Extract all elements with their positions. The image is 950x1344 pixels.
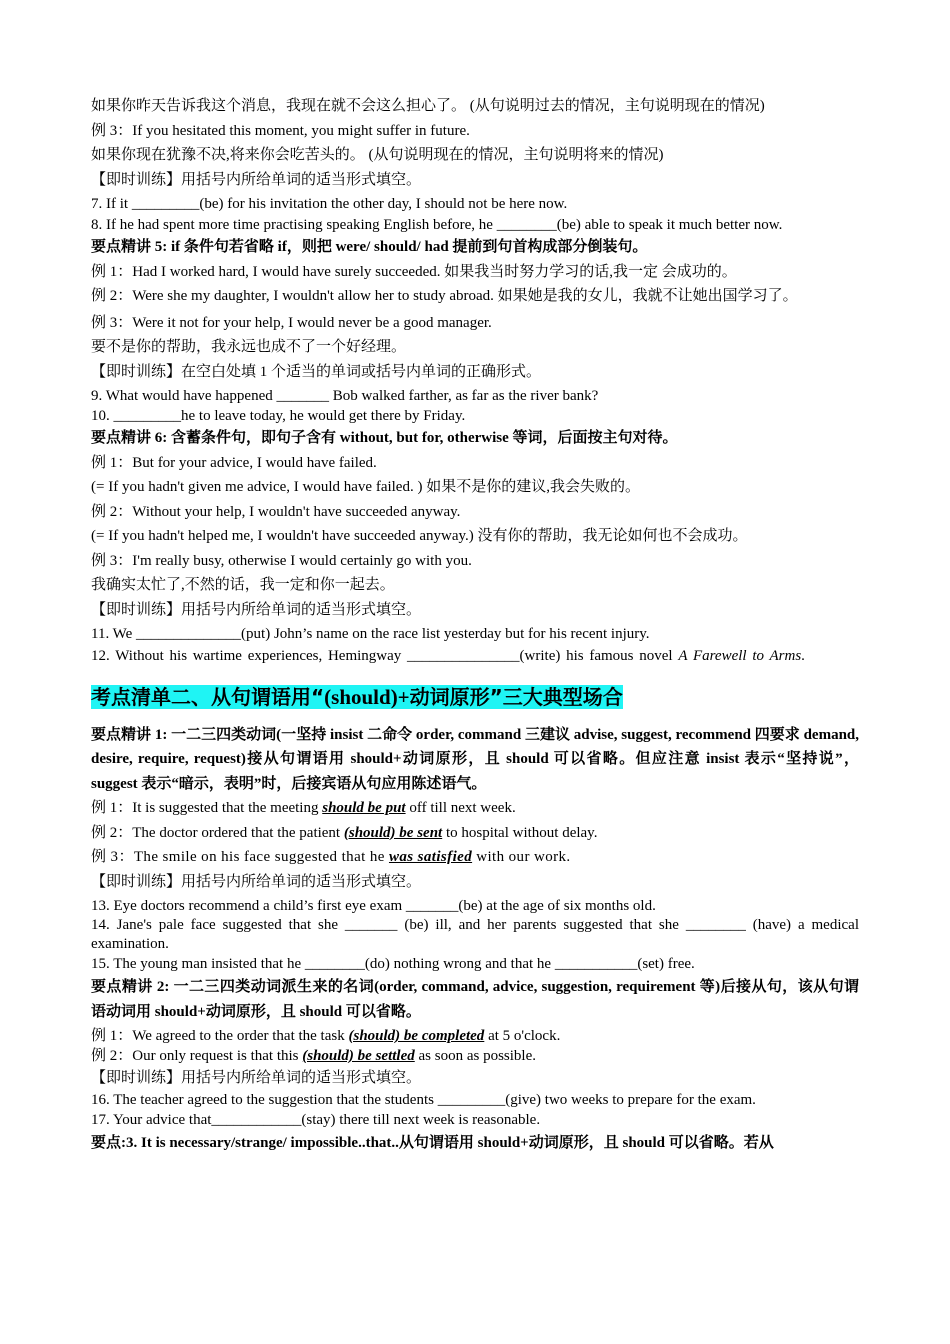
example-text: The smile on his face suggested that he — [133, 849, 389, 865]
example-prefix: 例 3： — [91, 849, 134, 865]
translation-line: 如果你现在犹豫不决,将来你会吃苦头的。 (从句说明现在的情况，主句说明将来的情况) — [91, 147, 664, 163]
translation-line: 我确实太忙了,不然的话，我一定和你一起去。 — [91, 577, 395, 593]
example-line — [91, 847, 859, 867]
example-prefix: 例 2： — [91, 503, 133, 520]
answer-underlined: should be put — [322, 800, 406, 816]
example-line — [91, 313, 859, 333]
exercise-13: 13. Eye doctors recommend a child’s first eye exam _______(be) at the age of six months old. — [91, 898, 656, 914]
example-prefix: 例 1： — [91, 454, 133, 471]
example-text: I'm really busy, otherwise I would certainly go with you. — [132, 552, 472, 569]
example-prefix: 例 3： — [91, 122, 133, 139]
example-prefix: 例 3： — [91, 552, 133, 569]
translation-line: (= If you hadn't given me advice, I would have failed. ) 如果不是你的建议,我会失败的。 — [91, 479, 640, 495]
example-line — [91, 502, 859, 522]
example-line — [91, 121, 859, 141]
answer-underlined: (should) be settled — [302, 1048, 415, 1064]
example-text: at 5 o'clock. — [484, 1028, 561, 1044]
exercise-12-end: . — [801, 648, 805, 664]
example-line — [91, 1046, 859, 1066]
example-text: as soon as possible. — [414, 1048, 536, 1064]
example-line — [91, 284, 859, 309]
section-heading-part: 动词原形”三大典型场合 — [409, 684, 623, 709]
example-line — [91, 798, 859, 818]
example-text: If you hesitated this moment, you might suffer in future. — [132, 122, 470, 139]
example-prefix: 例 3： — [91, 314, 133, 331]
exercise-9: 9. What would have happened _______ Bob walked farther, as far as the river bank? — [91, 388, 599, 404]
answer-underlined: (should) be completed — [348, 1028, 485, 1044]
example-text: Were she my daughter, I wouldn't allow her to study abroad. 如果她是我的女儿，我就不让她出国学习了。 — [132, 287, 798, 304]
translation-line: 要不是你的帮助，我永远也成不了一个好经理。 — [91, 339, 407, 355]
document-page — [91, 96, 859, 1153]
translation-line: 如果你昨天告诉我这个消息，我现在就不会这么担心了。 (从句说明过去的情况，主句说明现在的情况) — [91, 98, 765, 114]
example-line — [91, 453, 859, 473]
translation-line: (= If you hadn't helped me, I wouldn't have succeeded anyway.) 没有你的帮助，我无论如何也不会成功。 — [91, 528, 748, 544]
exercise-17: 17. Your advice that____________(stay) there till next week is reasonable. — [91, 1112, 541, 1128]
exercise-12-text: 12. Without his wartime experiences, Hemingway _______________(write) his famous novel — [91, 648, 673, 664]
key-point-2: 要点精讲 2: 一二三四类动词派生来的名词(order, command, advice, suggestion, requirement 等)后接从句，该从句谓语动词用 should+动词原形，且 should 可以省略。 — [91, 979, 859, 1020]
practice-heading: 【即时训练】在空白处填 1 个适当的单词或括号内单词的正确形式。 — [91, 363, 542, 380]
example-prefix: 例 2： — [91, 1048, 133, 1064]
example-text: Our only request is that this — [132, 1048, 303, 1064]
key-point-3: 要点:3. It is necessary/strange/ impossible..that..从句谓语用 should+动词原形，且 should 可以省略。若从 — [91, 1135, 774, 1151]
novel-title: A Farewell to Arms — [678, 648, 802, 664]
practice-heading: 【即时训练】用括号内所给单词的适当形式填空。 — [91, 171, 422, 188]
example-text: It is suggested that the meeting — [132, 800, 323, 816]
example-text: Had I worked hard, I would have surely succeeded. 如果我当时努力学习的话,我一定 会成功的。 — [132, 263, 737, 280]
exercise-15: 15. The young man insisted that he ________(do) nothing wrong and that he ___________(set) free. — [91, 956, 695, 972]
example-prefix: 例 1： — [91, 263, 133, 280]
exercise-10: 10. _________he to leave today, he would get there by Friday. — [91, 408, 466, 424]
practice-heading: 【即时训练】用括号内所给单词的适当形式填空。 — [91, 601, 422, 618]
example-text: Were it not for your help, I would never be a good manager. — [132, 314, 492, 331]
answer-underlined: (should) be sent — [343, 824, 443, 841]
exercise-11: 11. We ______________(put) John’s name on the race list yesterday but for his recent injury. — [91, 626, 650, 642]
example-text: to hospital without delay. — [442, 824, 598, 841]
example-prefix: 例 2： — [91, 824, 133, 841]
exercise-7: 7. If it _________(be) for his invitation the other day, I should not be here now. — [91, 196, 568, 212]
exercise-16: 16. The teacher agreed to the suggestion that the students _________(give) two weeks to prepare for the exam. — [91, 1092, 756, 1108]
key-point-1: 要点精讲 1: 一二三四类动词(一坚持 insist 二命令 order, command 三建议 advise, suggest, recommend 四要求 demand, desire, require, request)接从句谓语用 should+动词原形，且 should 可以省略。但应注意 insist 表示“坚持说”， suggest 表示“暗示，表明”时，后接宾语从句应用陈述语气。 — [91, 726, 859, 792]
key-point-5: 要点精讲 5: if 条件句若省略 if，则把 were/ should/ had 提前到句首构成部分倒装句。 — [91, 239, 648, 255]
practice-heading: 【即时训练】用括号内所给单词的适当形式填空。 — [91, 873, 422, 890]
exercise-8: 8. If he had spent more time practising speaking English before, he ________(be) able to speak it much better now. — [91, 217, 783, 233]
example-prefix: 例 2： — [91, 287, 133, 304]
example-text: off till next week. — [405, 800, 516, 816]
example-text: The doctor ordered that the patient — [132, 824, 344, 841]
example-prefix: 例 1： — [91, 800, 133, 816]
section-heading-part: (should)+ — [324, 684, 410, 709]
exercise-12 — [91, 644, 859, 669]
example-line — [91, 823, 859, 843]
example-text: But for your advice, I would have failed. — [132, 454, 377, 471]
example-line — [91, 551, 859, 571]
exercise-14: 14. Jane's pale face suggested that she _______ (be) ill, and her parents suggested that she ________ (have) a medical examination. — [91, 917, 859, 952]
section-heading-part: 考点清单二、从句谓语用“ — [91, 684, 325, 709]
section-heading — [91, 683, 859, 711]
example-text: with our work. — [472, 849, 571, 865]
answer-underlined: was satisfied — [388, 849, 473, 865]
example-text: Without your help, I wouldn't have succeeded anyway. — [132, 503, 461, 520]
example-line — [91, 1026, 859, 1046]
example-text: We agreed to the order that the task — [132, 1028, 349, 1044]
example-line — [91, 262, 859, 282]
practice-heading: 【即时训练】用括号内所给单词的适当形式填空。 — [91, 1070, 422, 1086]
example-prefix: 例 1： — [91, 1028, 133, 1044]
key-point-6: 要点精讲 6: 含蓄条件句，即句子含有 without, but for, otherwise 等词，后面按主句对待。 — [91, 430, 678, 446]
